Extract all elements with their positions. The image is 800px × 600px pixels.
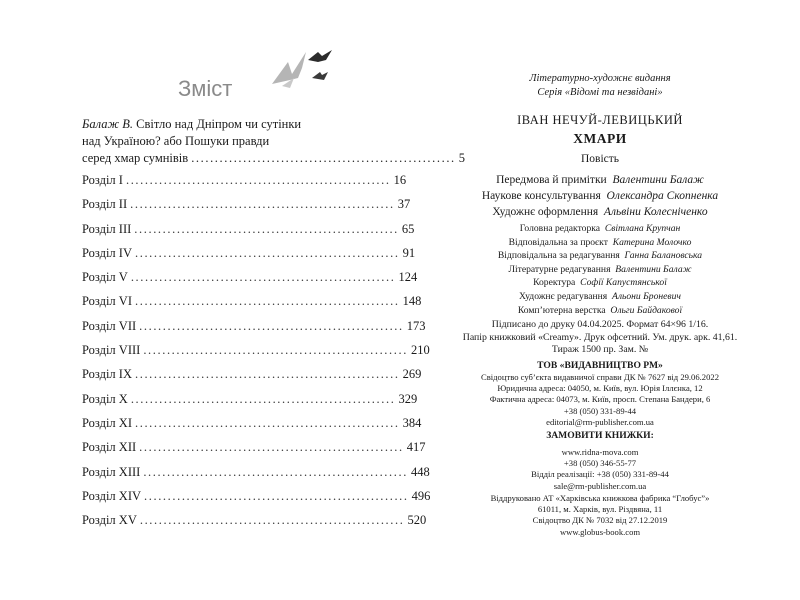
order-line: sale@rm-publisher.com.ua: [553, 480, 647, 491]
printer-line: Віддруковано АТ «Харківська книжкова фабрика “Глобус”»: [490, 493, 710, 503]
dot-leader: ........................................................: [130, 270, 396, 285]
credits-main: [397, 172, 800, 220]
credit-role: Комп’ютерна верстка: [517, 304, 606, 316]
chapter-page-number: 269: [402, 367, 422, 382]
chapter-page-number: 124: [398, 270, 418, 285]
birds-illustration: [268, 44, 338, 92]
toc-entry[interactable]: [82, 391, 418, 416]
book-title: ХМАРИ: [573, 131, 627, 146]
credit-line: [400, 236, 800, 250]
publisher-line: editorial@rm-publisher.com.ua: [546, 416, 654, 427]
print-info: [400, 319, 800, 357]
chapter-page-number: 148: [402, 294, 422, 309]
print-info-line: Тираж 1500 пр. Зам. №: [551, 344, 649, 356]
foreword-title-line2: над Україною? або Пошуки правди: [82, 134, 270, 148]
credit-line: [400, 276, 800, 290]
printer-line: 61011, м. Харків, вул. Різдвяна, 11: [537, 504, 663, 515]
imprint-page: [397, 0, 800, 600]
chapter-label: Розділ IX: [82, 367, 132, 382]
foreword-title-line3: серед хмар сумнівів: [82, 151, 189, 165]
credit-line: [400, 188, 800, 204]
toc-entry[interactable]: [82, 367, 422, 391]
dot-leader: ........................................................: [135, 415, 400, 430]
publisher-line: Фактична адреса: 04073, м. Київ, просп. Степана Бандери, 6: [489, 394, 711, 405]
print-info-line: Папір книжковий «Creamy». Друк офсетний. Ум. друк. арк. 41,61.: [462, 331, 738, 343]
toc-entry[interactable]: [82, 221, 415, 246]
dot-leader: ........................................................: [134, 221, 399, 236]
credit-line: [400, 172, 800, 188]
toc-entry[interactable]: [82, 318, 426, 343]
credit-role: Наукове консультування: [481, 190, 601, 202]
print-info-line: Підписано до друку 04.04.2025. Формат 64×96 1/16.: [491, 319, 709, 330]
credit-role: Передмова й примітки: [496, 174, 607, 186]
chapter-label: Розділ II: [82, 197, 128, 212]
toc-entry[interactable]: [82, 464, 430, 489]
foreword-page-number: 5: [458, 151, 466, 165]
credit-name: Альвіни Колесніченко: [603, 206, 708, 218]
dot-leader: ........................................................: [125, 173, 391, 187]
chapter-page-number: 16: [393, 173, 407, 187]
toc-entry[interactable]: [82, 343, 430, 367]
credit-role: Відповідальна за редагування: [497, 250, 620, 262]
credit-role: Літературне редагування: [508, 263, 611, 275]
chapter-label: Розділ XI: [82, 415, 132, 430]
chapter-label: Розділ XII: [82, 440, 137, 455]
chapter-label: Розділ I: [82, 173, 123, 187]
credit-name: Світлана Крупчан: [604, 223, 681, 234]
credit-role: Коректура: [533, 277, 576, 289]
chapter-page-number: 520: [407, 513, 427, 528]
foreword-title-line1: Світло над Дніпром чи сутінки: [133, 117, 302, 131]
order-heading: ЗАМОВИТИ КНИЖКИ:: [546, 430, 654, 441]
credit-name: Катерина Молочко: [612, 236, 692, 248]
chapter-page-number: 91: [402, 245, 416, 260]
printer-line: www.globus-book.com: [559, 526, 641, 537]
dot-leader: ........................................................: [139, 513, 405, 528]
printer-details: [400, 493, 800, 538]
chapter-label: Розділ XIV: [82, 488, 142, 503]
credit-line: [400, 204, 800, 220]
toc-entry[interactable]: [82, 440, 426, 464]
credit-role: Відповідальна за проєкт: [508, 236, 608, 248]
order-line: +38 (050) 346-55-77: [563, 458, 637, 469]
publisher-name: ТОВ «ВИДАВНИЦТВО РМ»: [537, 360, 663, 371]
order-contacts: [400, 447, 800, 492]
chapter-page-number: 496: [411, 488, 431, 503]
printer-line: Свідоцтво ДК № 7032 від 27.12.2019: [532, 515, 668, 526]
toc-entry[interactable]: [82, 173, 407, 197]
chapter-page-number: 417: [406, 440, 426, 455]
toc-entry[interactable]: [82, 270, 418, 294]
dot-leader: ........................................................: [130, 197, 395, 212]
chapter-label: Розділ VI: [82, 294, 132, 309]
dot-leader: ........................................................: [139, 318, 404, 333]
credit-name: Валентини Балаж: [615, 263, 692, 275]
foreword-author: Балаж В.: [82, 117, 133, 131]
toc-entry[interactable]: [82, 415, 422, 440]
dot-leader: ........................................................: [130, 391, 396, 406]
chapter-label: Розділ III: [82, 221, 132, 236]
chapter-label: Розділ V: [82, 270, 128, 285]
dot-leader: ........................................................: [135, 294, 400, 309]
dot-leader: ........................................................: [143, 464, 408, 479]
dot-leader: ........................................................: [139, 440, 404, 455]
publisher-line: +38 (050) 331-89-44: [563, 405, 637, 416]
credits-staff: [400, 222, 800, 317]
contents-title: Зміст: [178, 76, 233, 101]
credit-name: Альони Броневич: [611, 290, 681, 302]
credit-name: Ганна Балановська: [624, 250, 703, 262]
order-line: www.ridna-mova.com: [561, 447, 639, 457]
chapter-page-number: 37: [397, 197, 411, 212]
chapter-label: Розділ X: [82, 391, 128, 406]
chapter-label: Розділ XIII: [82, 464, 141, 479]
dot-leader: ........................................................: [135, 245, 400, 260]
dot-leader: ........................................................: [135, 367, 400, 382]
credit-name: Олександра Скопненка: [606, 190, 719, 202]
dot-leader: ........................................................: [143, 343, 408, 358]
chapter-page-number: 329: [398, 391, 418, 406]
credit-role: Головна редакторка: [519, 223, 601, 234]
toc-entry[interactable]: [82, 513, 427, 537]
chapter-label: Розділ VIII: [82, 343, 141, 358]
order-line: Відділ реалізації: +38 (050) 331-89-44: [531, 469, 669, 480]
credit-role: Художнє оформлення: [492, 206, 599, 218]
credit-line: [400, 249, 800, 263]
credit-line: [400, 304, 800, 318]
credit-name: Софії Капустянської: [580, 277, 667, 289]
toc-entry[interactable]: [82, 197, 411, 221]
chapter-page-number: 210: [410, 343, 430, 358]
chapter-page-number: 384: [402, 415, 422, 430]
publisher-line: Юридична адреса: 04050, м. Київ, вул. Юрія Іллєнка, 12: [497, 383, 703, 394]
toc-entry[interactable]: [82, 294, 422, 318]
toc-entry[interactable]: [82, 488, 431, 513]
author-name: ІВАН НЕЧУЙ-ЛЕВИЦЬКИЙ: [517, 113, 683, 127]
series-name: Серія «Відомі та незвідані»: [537, 87, 663, 98]
credit-name: Валентини Балаж: [612, 174, 704, 186]
chapter-label: Розділ XV: [82, 513, 137, 528]
chapter-page-number: 173: [406, 318, 426, 333]
toc-entry[interactable]: [82, 245, 416, 270]
publisher-line: Свідоцтво суб’єкта видавничої справи ДК № 7627 від 29.06.2022: [481, 372, 719, 382]
genre: Повість: [580, 153, 620, 165]
publisher-details: [400, 372, 800, 428]
chapter-page-number: 448: [410, 464, 430, 479]
chapter-page-number: 65: [401, 221, 415, 236]
chapter-label: Розділ IV: [82, 245, 132, 260]
dot-leader: ........................................................: [191, 151, 456, 165]
edition-type: Літературно-художнє видання: [529, 73, 671, 84]
dot-leader: ........................................................: [144, 488, 409, 503]
credit-line: [400, 263, 800, 277]
credit-name: Ольги Байдакової: [610, 304, 683, 316]
table-of-contents: [82, 116, 466, 537]
credit-role: Художнє редагування: [519, 290, 608, 302]
toc-entry-foreword[interactable]: [82, 116, 466, 167]
chapter-label: Розділ VII: [82, 318, 137, 333]
credit-line: [400, 290, 800, 304]
credit-line: [400, 222, 800, 236]
